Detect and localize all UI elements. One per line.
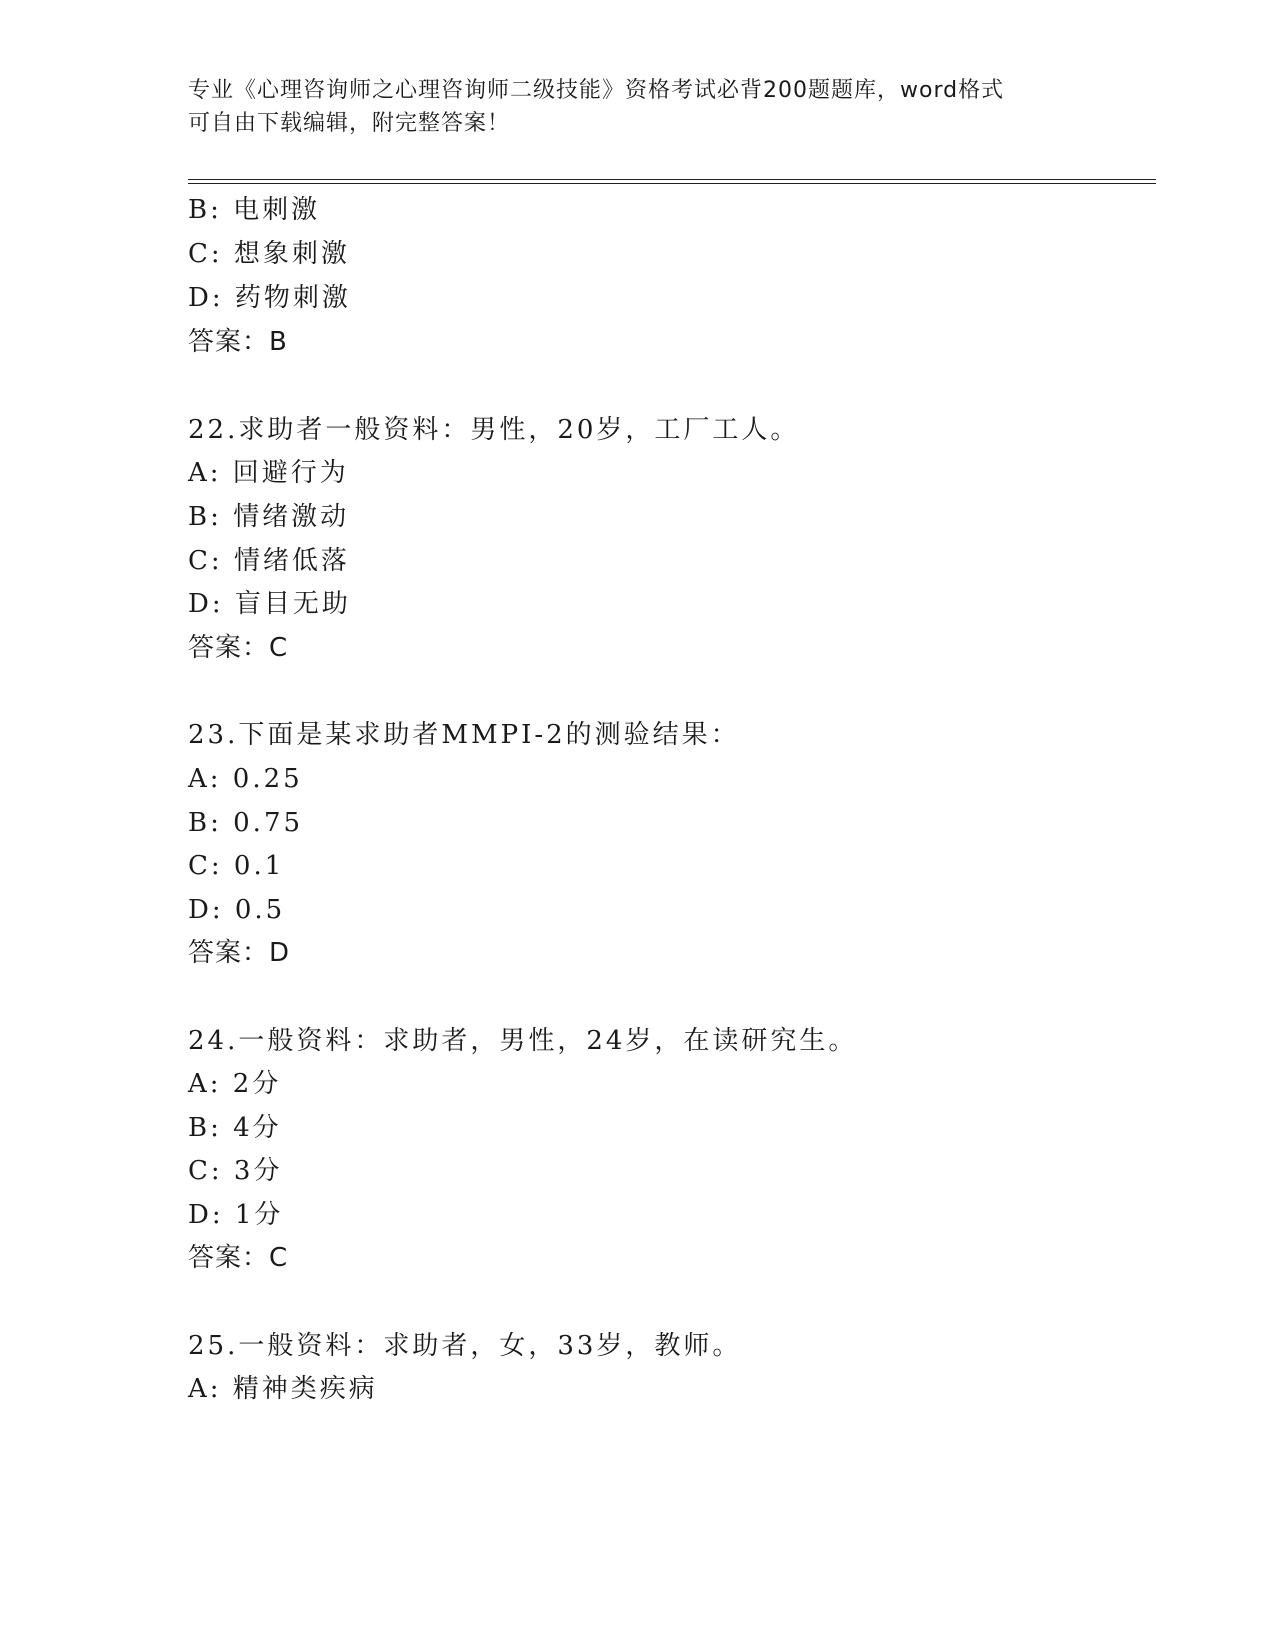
answer-line: 答案：B (188, 327, 288, 357)
option-line: B: 4分 (188, 1113, 282, 1143)
document-header (188, 74, 1088, 140)
option-line: A: 0.25 (188, 764, 303, 794)
answer-line: 答案：C (188, 1243, 289, 1273)
option-line: B: 电刺激 (188, 195, 321, 225)
option-line: A: 精神类疾病 (188, 1374, 378, 1404)
option-line: C: 想象刺激 (188, 239, 350, 269)
option-line: D: 盲目无助 (188, 589, 351, 619)
question-line: 23.下面是某求助者MMPI-2的测验结果： (188, 720, 740, 750)
question-line: 25.一般资料：求助者，女，33岁，教师。 (188, 1331, 742, 1361)
answer-line: 答案：C (188, 633, 289, 663)
option-line: C: 情绪低落 (188, 546, 350, 576)
option-line: D: 0.5 (188, 895, 286, 925)
header-line-1: 专业《心理咨询师之心理咨询师二级技能》资格考试必背200题题库，word格式 (188, 78, 1005, 103)
option-line: D: 1分 (188, 1200, 284, 1230)
option-line: B: 情绪激动 (188, 502, 350, 532)
option-line: A: 2分 (188, 1069, 282, 1099)
question-line: 22.求助者一般资料：男性，20岁，工厂工人。 (188, 415, 800, 445)
option-line: A: 回避行为 (188, 458, 349, 488)
answer-line: 答案：D (188, 938, 291, 968)
option-line: B: 0.75 (188, 808, 304, 838)
header-line-2: 可自由下载编辑，附完整答案！ (188, 111, 511, 136)
option-line: C: 0.1 (188, 851, 285, 881)
option-line: C: 3分 (188, 1156, 283, 1186)
question-line: 24.一般资料：求助者，男性，24岁，在读研究生。 (188, 1026, 858, 1056)
option-line: D: 药物刺激 (188, 283, 351, 313)
header-divider (188, 179, 1156, 184)
